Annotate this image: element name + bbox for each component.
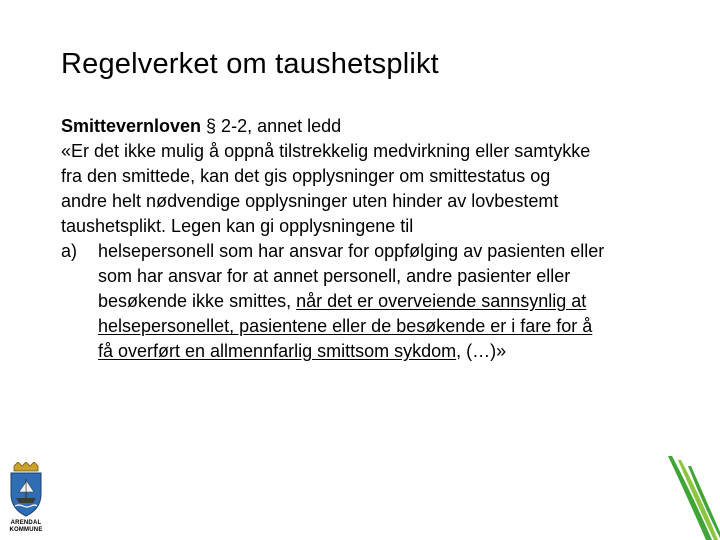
law-section: § 2-2, annet ledd xyxy=(201,116,342,136)
law-name: Smittevernloven xyxy=(61,116,202,136)
underlined-condition-end: få overført en allmennfarlig smittsom sykdom xyxy=(98,341,457,361)
list-line-3-plain: besøkende ikke smittes, xyxy=(98,291,297,311)
quote-line-4: taushetsplikt. Legen kan gi opplysningene til xyxy=(61,216,414,236)
quote-line-3: andre helt nødvendige opplysninger uten hinder av lovbestemt xyxy=(61,191,559,211)
quote-line-2: fra den smittede, kan det gis opplysninger om smittestatus og xyxy=(61,166,551,186)
list-line-5-rest: , (…)» xyxy=(456,341,507,361)
quote-line-1: «Er det ikke mulig å oppnå tilstrekkelig medvirkning eller samtykke xyxy=(61,141,591,161)
municipality-logo xyxy=(6,462,46,538)
list-line-1: helsepersonell som har ansvar for oppfølging av pasienten eller xyxy=(98,241,605,261)
underlined-condition-start: når det er overveiende sannsynlig at xyxy=(296,291,587,311)
list-marker: a) xyxy=(61,241,78,261)
logo-line-2: KOMMUNE xyxy=(9,526,43,533)
underlined-condition-middle: helsepersonellet, pasientene eller de besøkende er i fare for å xyxy=(98,316,593,336)
coat-of-arms-icon xyxy=(6,462,46,518)
list-line-2: som har ansvar for at annet personell, andre pasienter eller xyxy=(98,266,571,286)
list-item-a xyxy=(61,239,671,364)
list-item-text xyxy=(98,239,604,364)
logo-caption xyxy=(6,520,46,533)
law-excerpt xyxy=(61,114,671,364)
list-line-5 xyxy=(98,339,604,364)
list-line-4 xyxy=(98,314,604,339)
page-title: Regelverket om taushetsplikt xyxy=(61,48,439,80)
decorative-swoosh-icon xyxy=(666,454,720,540)
logo-line-1: ARENDAL xyxy=(10,520,42,526)
law-reference xyxy=(61,114,671,139)
list-line-3 xyxy=(98,289,604,314)
